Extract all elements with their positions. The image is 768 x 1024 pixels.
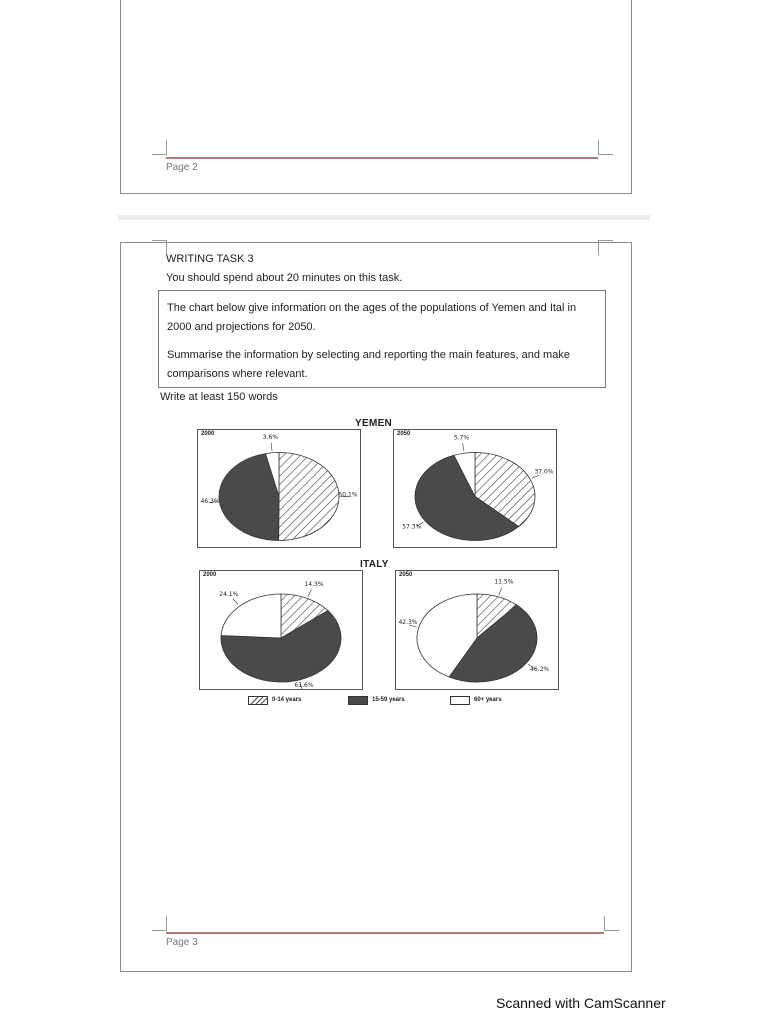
footer-rule [166, 932, 604, 934]
pie-data-label: 5.7% [453, 434, 470, 442]
pie-chart-italy-2050 [396, 571, 558, 689]
pie-slice-0-14-years [279, 453, 339, 541]
pie-data-label: 46.2% [530, 665, 550, 673]
page-corner-mark [152, 916, 167, 931]
hatch-swatch-icon [248, 696, 268, 705]
pie-year-label: 2050 [397, 431, 411, 437]
prompt-paragraph-1: The chart below give information on the ages of the populations of Yemen and Ital in 2000 and projections for 2050. [167, 302, 577, 333]
page-number: Page 2 [166, 162, 198, 173]
page-corner-mark [598, 140, 613, 155]
pie-data-label: 3.6% [262, 433, 279, 441]
dark-swatch-icon [348, 696, 368, 705]
pie-data-label: 61.6% [294, 682, 314, 689]
pie-data-label: 42.3% [398, 619, 418, 627]
pie-year-label: 2000 [203, 572, 217, 578]
pie-chart-yemen-2000 [198, 430, 360, 547]
legend-label: 15-59 years [372, 697, 405, 703]
prompt-paragraph-2: Summarise the information by selecting and reporting the main features, and make comparisons where relevant. [167, 349, 570, 380]
pie-data-label: 46.3% [200, 497, 220, 505]
pie-chart-yemen-2050 [394, 430, 556, 547]
pie-data-label: 37.0% [534, 468, 554, 476]
pie-data-label: 24.1% [219, 590, 239, 598]
footer-rule [166, 157, 598, 159]
figure-group-title-yemen: YEMEN [355, 418, 393, 429]
pie-leader-line [532, 475, 539, 478]
pie-leader-line [233, 599, 238, 605]
scanner-watermark: Scanned with CamScanner [496, 995, 666, 1011]
page-gap [118, 215, 650, 220]
legend-item-60-plus [450, 695, 502, 705]
page-corner-mark [598, 240, 613, 255]
pie-year-label: 2000 [201, 431, 215, 437]
pie-data-label: 14.3% [304, 580, 324, 588]
figure-group-title-italy: ITALY [360, 559, 389, 570]
pie-data-label: 50.1% [338, 491, 358, 499]
pie-slice-60-years [221, 594, 281, 638]
pie-panel-italy-2000 [199, 570, 363, 690]
page-corner-mark [152, 240, 167, 255]
legend-item-0-14 [248, 695, 301, 705]
word-requirement: Write at least 150 words [160, 391, 278, 403]
task-instruction: You should spend about 20 minutes on this task. [166, 272, 403, 284]
page-number: Page 3 [166, 937, 198, 948]
pie-chart-italy-2000 [200, 571, 362, 689]
pie-data-label: 57.3% [402, 523, 422, 531]
page-corner-mark [152, 140, 167, 155]
legend-item-15-59 [348, 695, 405, 705]
task-title: WRITING TASK 3 [166, 253, 254, 265]
legend-label: 0-14 years [272, 697, 302, 703]
pie-panel-yemen-2000 [197, 429, 361, 548]
legend-label: 60+ years [474, 697, 502, 703]
pie-data-label: 11.5% [494, 578, 514, 586]
pie-leader-line [499, 587, 502, 594]
prompt-box [158, 290, 606, 388]
pie-leader-line [308, 589, 311, 596]
pie-year-label: 2050 [399, 572, 413, 578]
pie-leader-line [463, 443, 464, 451]
pie-panel-italy-2050 [395, 570, 559, 690]
page-corner-mark [604, 916, 619, 931]
pie-panel-yemen-2050 [393, 429, 557, 548]
white-swatch-icon [450, 696, 470, 705]
pie-leader-line [271, 443, 272, 451]
